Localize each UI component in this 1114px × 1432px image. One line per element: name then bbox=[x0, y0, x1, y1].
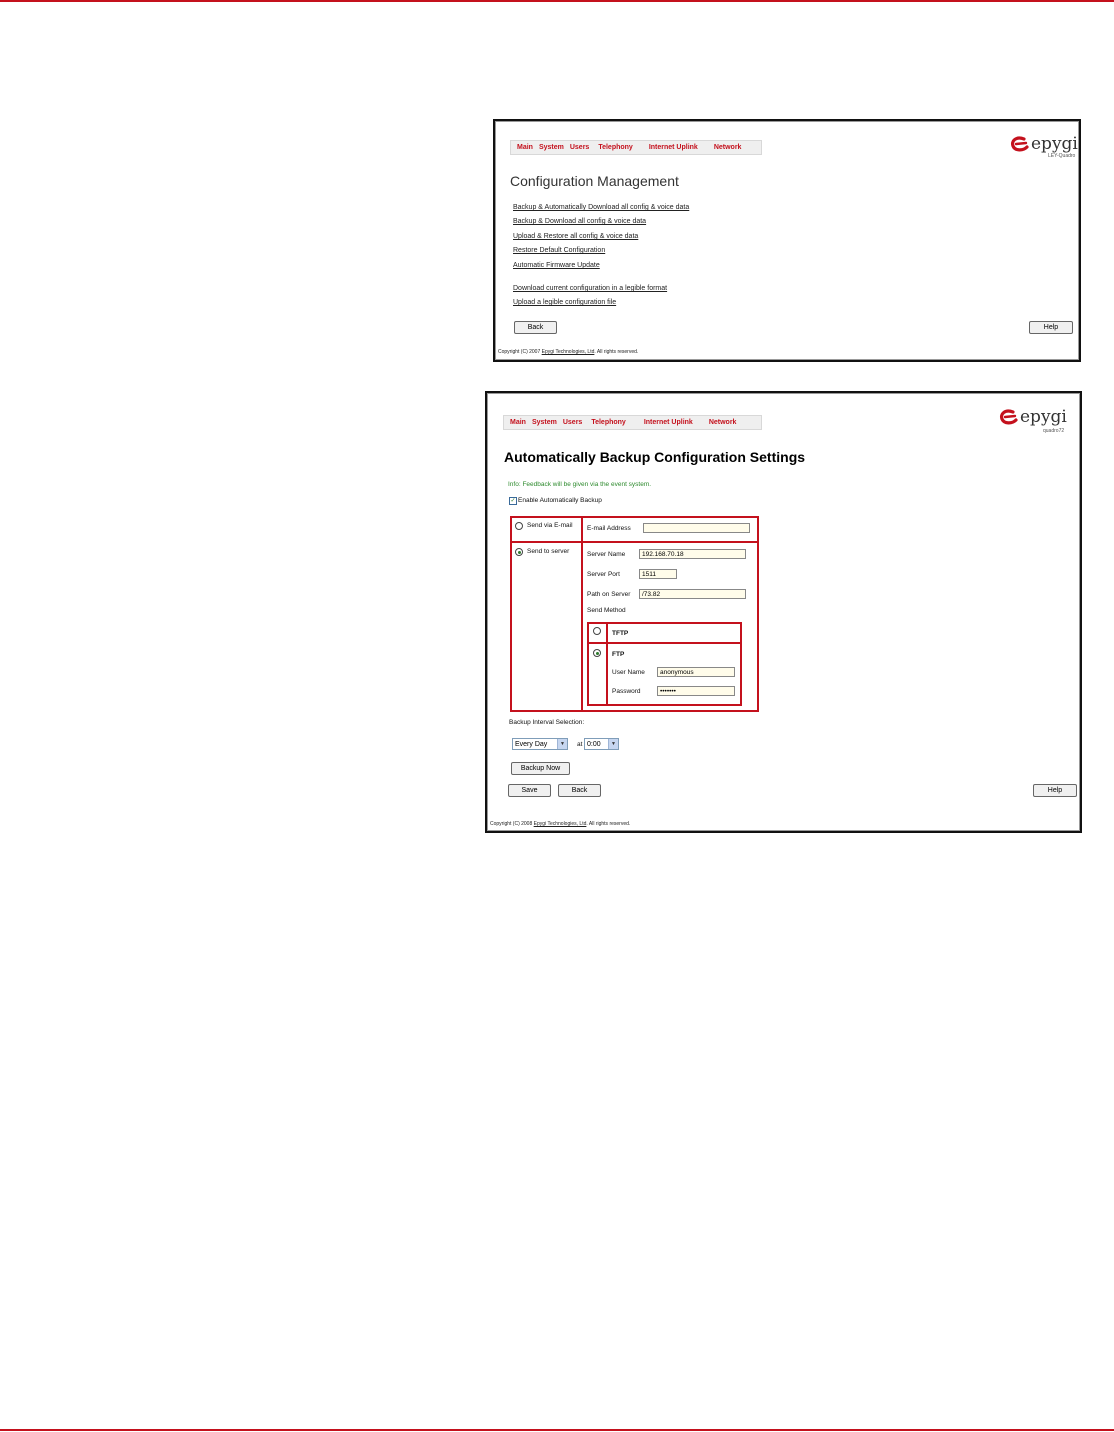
path-label: Path on Server bbox=[587, 591, 631, 598]
logo-subtitle: LEY-Quadro bbox=[1048, 153, 1076, 159]
link-upload-restore[interactable]: Upload & Restore all config & voice data bbox=[513, 233, 639, 240]
enable-backup-label: Enable Automatically Backup bbox=[518, 497, 602, 504]
nav-system[interactable]: System bbox=[538, 144, 564, 151]
server-name-label: Server Name bbox=[587, 551, 626, 558]
top-nav bbox=[503, 415, 762, 430]
nav-users[interactable]: Users bbox=[562, 419, 583, 426]
info-message: Info: Feedback will be given via the event system. bbox=[508, 481, 652, 488]
path-input[interactable]: /73.82 bbox=[639, 589, 746, 599]
at-label: at bbox=[577, 741, 583, 748]
backup-now-button[interactable]: Backup Now bbox=[511, 762, 570, 775]
destination-divider-h bbox=[510, 541, 759, 543]
link-backup-download[interactable]: Backup & Download all config & voice data bbox=[513, 218, 647, 225]
top-nav bbox=[510, 140, 762, 155]
link-download-legible[interactable]: Download current configuration in a legible format bbox=[513, 285, 668, 292]
link-restore-default[interactable]: Restore Default Configuration bbox=[513, 247, 606, 254]
password-input[interactable]: ••••••• bbox=[657, 686, 735, 696]
nav-users[interactable]: Users bbox=[569, 144, 590, 151]
interval-value: Every Day bbox=[515, 741, 548, 748]
user-name-input[interactable]: anonymous bbox=[657, 667, 735, 677]
link-firmware-update[interactable]: Automatic Firmware Update bbox=[513, 262, 600, 269]
server-port-input[interactable]: 1511 bbox=[639, 569, 677, 579]
back-button[interactable]: Back bbox=[514, 321, 557, 334]
send-email-label: Send via E-mail bbox=[527, 522, 573, 529]
save-button[interactable]: Save bbox=[508, 784, 551, 797]
help-button[interactable]: Help bbox=[1033, 784, 1077, 797]
nav-telephony[interactable]: Telephony bbox=[591, 419, 626, 426]
destination-divider-v bbox=[581, 516, 583, 712]
link-upload-legible[interactable]: Upload a legible configuration file bbox=[513, 299, 617, 306]
tftp-label: TFTP bbox=[612, 630, 629, 637]
email-address-input[interactable] bbox=[643, 523, 750, 533]
time-select[interactable] bbox=[584, 738, 619, 750]
copyright-prefix: Copyright (C) 2007 bbox=[498, 349, 542, 355]
send-server-label: Send to server bbox=[527, 548, 570, 555]
nav-internet-uplink[interactable]: Internet Uplink bbox=[648, 144, 698, 151]
top-rule bbox=[0, 0, 1114, 2]
copyright bbox=[498, 349, 638, 355]
logo-text: epygi bbox=[1020, 407, 1067, 427]
server-port-label: Server Port bbox=[587, 571, 620, 578]
send-method-divider-h bbox=[587, 642, 742, 644]
send-method-divider-v bbox=[606, 622, 608, 706]
tftp-radio[interactable] bbox=[593, 627, 601, 635]
copyright-suffix: . All rights reserved. bbox=[594, 349, 639, 355]
auto-backup-screenshot bbox=[485, 391, 1082, 833]
nav-network[interactable]: Network bbox=[708, 419, 737, 426]
page-title: Automatically Backup Configuration Settings bbox=[504, 449, 806, 465]
interval-select[interactable] bbox=[512, 738, 568, 750]
nav-telephony[interactable]: Telephony bbox=[598, 144, 633, 151]
help-button[interactable]: Help bbox=[1029, 321, 1073, 334]
nav-system[interactable]: System bbox=[531, 419, 557, 426]
password-label: Password bbox=[612, 688, 641, 695]
nav-internet-uplink[interactable]: Internet Uplink bbox=[643, 419, 693, 426]
ftp-radio[interactable] bbox=[593, 649, 601, 657]
epygi-logo bbox=[1010, 134, 1078, 154]
chevron-down-icon: ▼ bbox=[557, 739, 567, 749]
server-name-input[interactable]: 192.168.70.18 bbox=[639, 549, 746, 559]
enable-backup-checkbox[interactable]: ✓ bbox=[510, 498, 516, 504]
nav-network[interactable]: Network bbox=[713, 144, 742, 151]
link-backup-auto-download[interactable]: Backup & Automatically Download all config & voice data bbox=[513, 204, 690, 211]
chevron-down-icon: ▼ bbox=[608, 739, 618, 749]
ftp-label: FTP bbox=[612, 651, 625, 658]
bottom-rule bbox=[0, 1429, 1114, 1431]
copyright-suffix: . All rights reserved. bbox=[586, 821, 631, 827]
copyright-company-link[interactable]: Epygi Technologies, Ltd bbox=[541, 349, 595, 355]
user-name-label: User Name bbox=[612, 669, 645, 676]
epygi-logo-icon bbox=[999, 409, 1019, 425]
send-method-label: Send Method bbox=[587, 607, 626, 614]
copyright-prefix: Copyright (C) 2008 bbox=[490, 821, 534, 827]
epygi-logo-icon bbox=[1010, 136, 1030, 152]
nav-main[interactable]: Main bbox=[510, 419, 526, 426]
copyright bbox=[490, 821, 630, 827]
epygi-logo bbox=[999, 407, 1067, 427]
time-value: 0:00 bbox=[587, 741, 601, 748]
copyright-company-link[interactable]: Epygi Technologies, Ltd bbox=[533, 821, 587, 827]
email-address-label: E-mail Address bbox=[587, 525, 631, 532]
back-button[interactable]: Back bbox=[558, 784, 601, 797]
nav-main[interactable]: Main bbox=[517, 144, 533, 151]
logo-text: epygi bbox=[1031, 134, 1078, 154]
interval-label: Backup Interval Selection: bbox=[509, 719, 585, 726]
send-email-radio[interactable] bbox=[515, 522, 523, 530]
logo-subtitle: quadro72 bbox=[1043, 428, 1065, 434]
send-server-radio[interactable] bbox=[515, 548, 523, 556]
config-management-screenshot bbox=[493, 119, 1081, 362]
page-title: Configuration Management bbox=[510, 173, 679, 189]
